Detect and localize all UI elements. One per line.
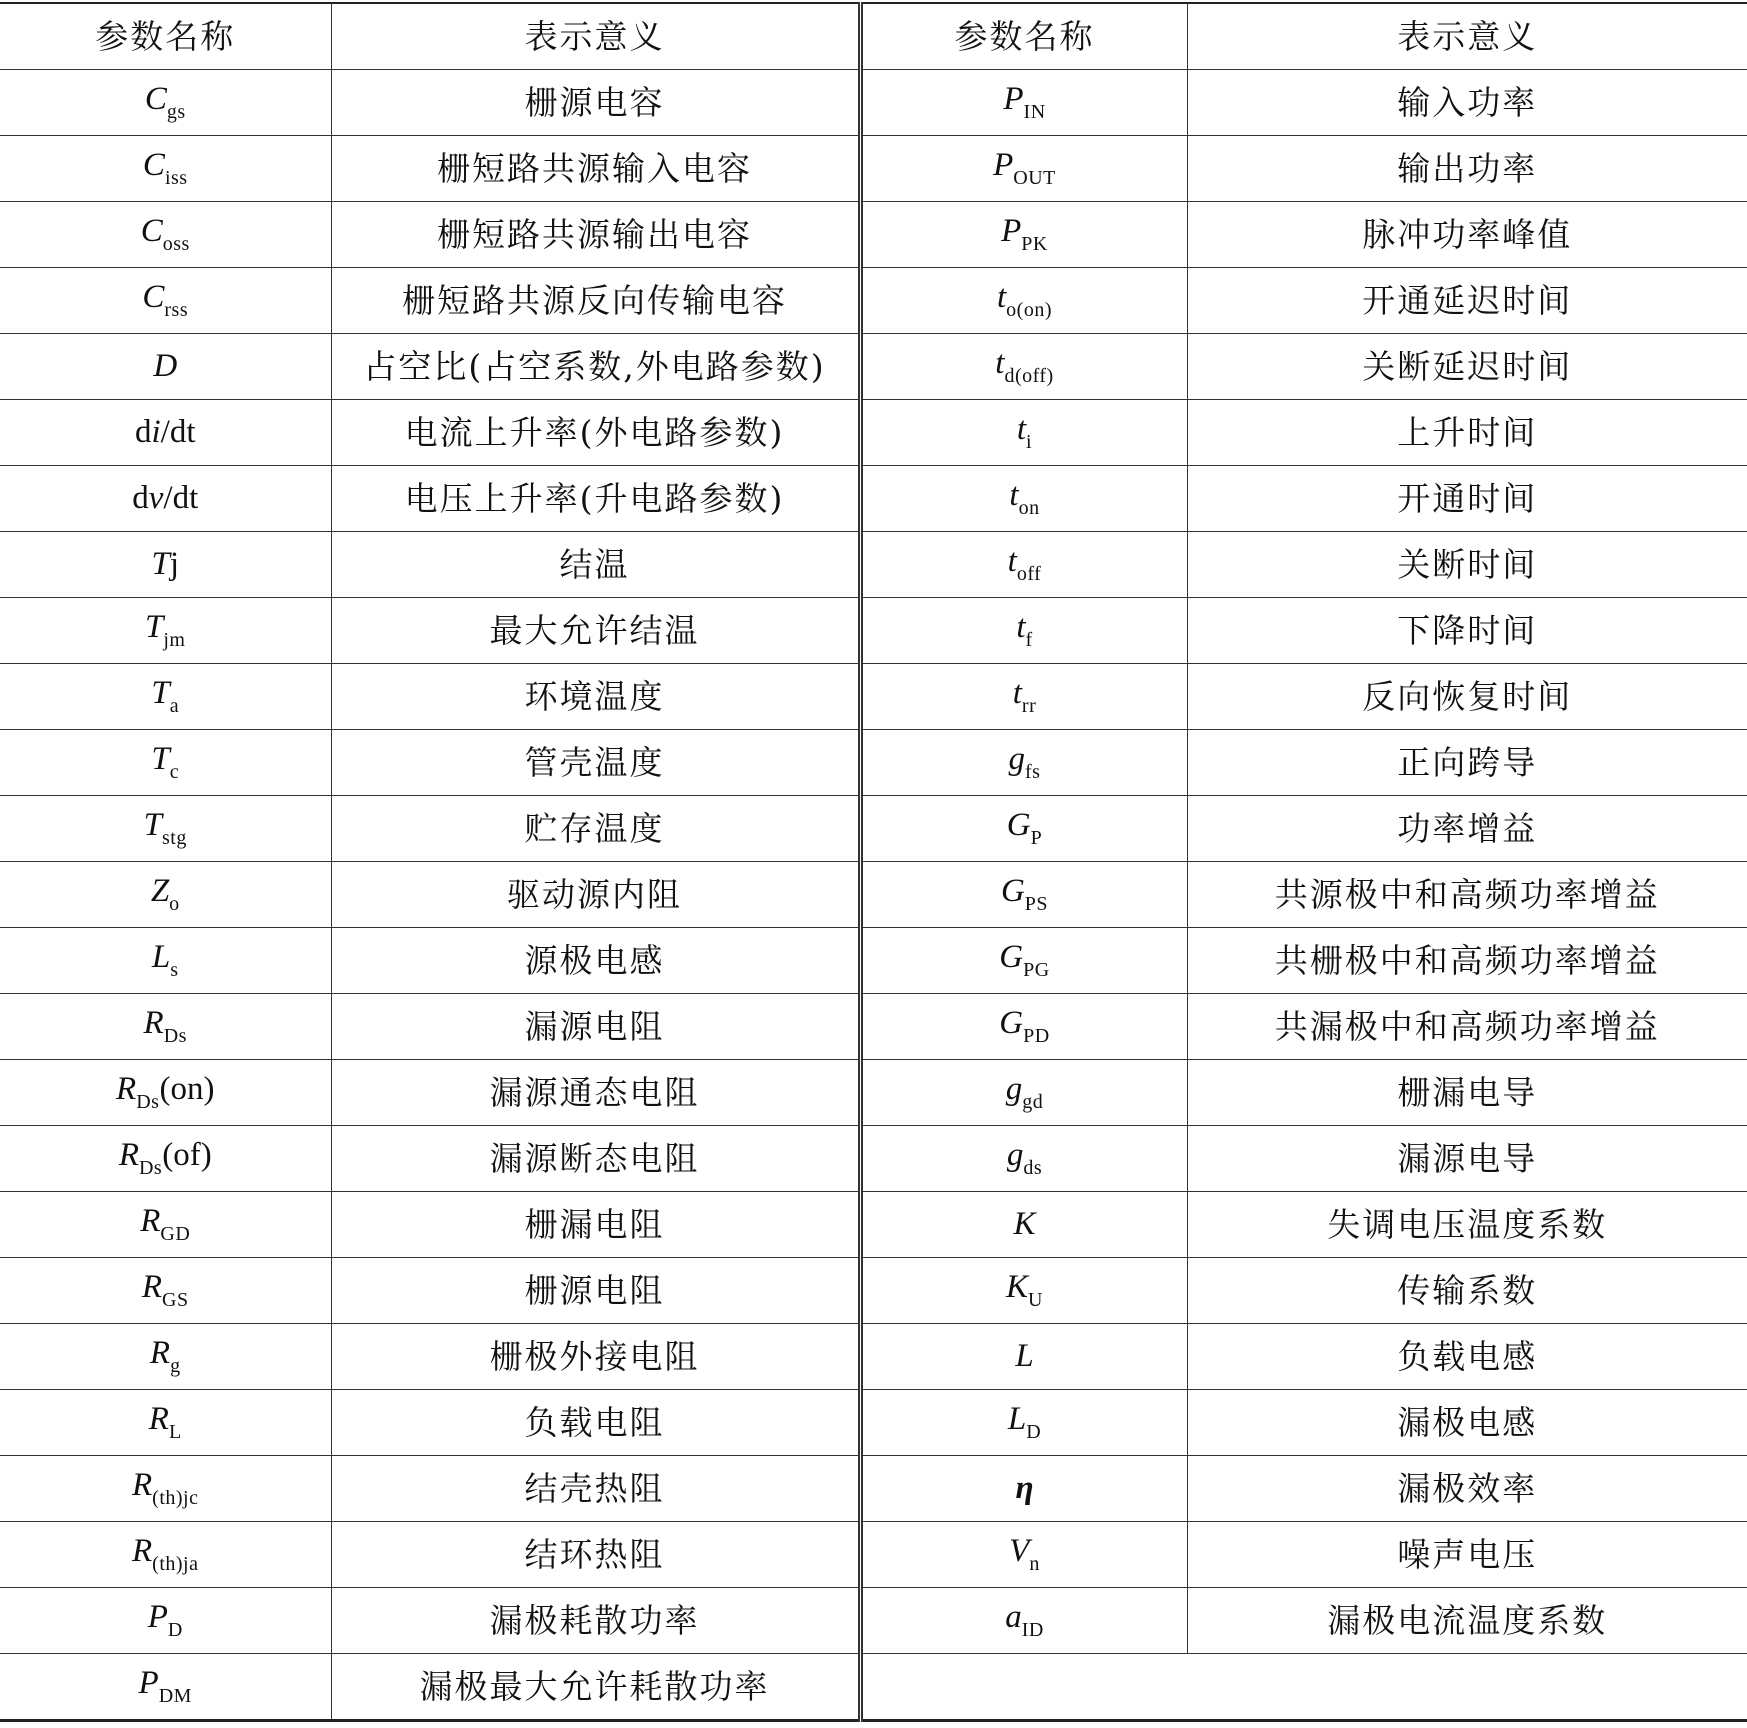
left-symbol-cell bbox=[0, 664, 331, 730]
symbol-subscript: oss bbox=[162, 233, 190, 255]
symbol-base: R bbox=[132, 1533, 153, 1569]
symbol-base: P bbox=[1001, 213, 1022, 249]
left-symbol-cell bbox=[0, 70, 331, 136]
symbol-base: R bbox=[140, 1203, 161, 1239]
left-symbol-cell bbox=[0, 1192, 331, 1258]
left-meaning-cell: 栅极外接电阻 bbox=[331, 1324, 860, 1390]
left-meaning-cell: 栅短路共源输出电容 bbox=[331, 202, 860, 268]
symbol-base: T bbox=[143, 807, 162, 843]
left-meaning-cell: 漏源电阻 bbox=[331, 994, 860, 1060]
symbol-base: g bbox=[1008, 741, 1026, 777]
left-symbol-cell bbox=[0, 994, 331, 1060]
left-symbol-cell bbox=[0, 268, 331, 334]
header-right-symbol: 参数名称 bbox=[860, 3, 1187, 70]
left-meaning-cell: 栅源电容 bbox=[331, 70, 860, 136]
right-meaning-cell: 共栅极中和高频功率增益 bbox=[1187, 928, 1747, 994]
table-row bbox=[0, 1390, 1747, 1456]
symbol-base: R bbox=[148, 1401, 169, 1437]
symbol-base: di/dt bbox=[134, 414, 196, 450]
symbol-subscript: D bbox=[167, 1619, 183, 1641]
symbol-base: C bbox=[142, 147, 165, 183]
symbol-subscript: PD bbox=[1023, 1025, 1050, 1047]
table-row bbox=[0, 334, 1747, 400]
symbol-subscript: jm bbox=[163, 629, 186, 651]
symbol-base: K bbox=[1013, 1206, 1036, 1242]
left-symbol-cell bbox=[0, 1456, 331, 1522]
right-symbol-cell bbox=[860, 1522, 1187, 1588]
right-meaning-cell: 共源极中和高频功率增益 bbox=[1187, 862, 1747, 928]
symbol-subscript: ID bbox=[1021, 1619, 1044, 1641]
header-right-meaning: 表示意义 bbox=[1187, 3, 1747, 70]
left-meaning-cell: 漏极最大允许耗散功率 bbox=[331, 1654, 860, 1721]
symbol-base: V bbox=[1009, 1533, 1030, 1569]
symbol-base: R bbox=[116, 1071, 137, 1107]
symbol-subscript: P bbox=[1030, 827, 1043, 849]
left-symbol-cell bbox=[0, 1060, 331, 1126]
right-symbol-cell bbox=[860, 994, 1187, 1060]
symbol-base: R bbox=[141, 1269, 163, 1305]
right-meaning-cell: 负载电感 bbox=[1187, 1324, 1747, 1390]
symbol-subscript: d(off) bbox=[1004, 365, 1054, 387]
right-symbol-cell bbox=[860, 202, 1187, 268]
table-row bbox=[0, 268, 1747, 334]
left-symbol-cell bbox=[0, 1258, 331, 1324]
table-row bbox=[0, 136, 1747, 202]
left-symbol-cell bbox=[0, 1588, 331, 1654]
right-meaning-cell: 共漏极中和高频功率增益 bbox=[1187, 994, 1747, 1060]
symbol-subscript: OUT bbox=[1013, 167, 1056, 189]
right-meaning-cell: 正向跨导 bbox=[1187, 730, 1747, 796]
symbol-base: L bbox=[1015, 1338, 1034, 1374]
symbol-base: C bbox=[142, 279, 165, 315]
symbol-subscript: i bbox=[1026, 431, 1033, 453]
right-meaning-cell: 功率增益 bbox=[1187, 796, 1747, 862]
left-symbol-cell bbox=[0, 532, 331, 598]
right-symbol-cell bbox=[860, 1060, 1187, 1126]
right-symbol-cell bbox=[860, 598, 1187, 664]
right-symbol-cell bbox=[860, 862, 1187, 928]
right-meaning-cell: 漏极电流温度系数 bbox=[1187, 1588, 1747, 1654]
right-symbol-cell bbox=[860, 1126, 1187, 1192]
left-meaning-cell: 负载电阻 bbox=[331, 1390, 860, 1456]
symbol-base: g bbox=[1006, 1137, 1024, 1173]
symbol-subscript: GD bbox=[160, 1223, 191, 1245]
left-meaning-cell: 贮存温度 bbox=[331, 796, 860, 862]
table-row bbox=[0, 70, 1747, 136]
symbol-base: T bbox=[151, 741, 170, 777]
table-row bbox=[0, 1192, 1747, 1258]
symbol-subscript: IN bbox=[1023, 101, 1046, 123]
right-meaning-cell: 上升时间 bbox=[1187, 400, 1747, 466]
right-symbol-cell bbox=[860, 664, 1187, 730]
symbol-subscript: iss bbox=[164, 167, 188, 189]
symbol-base: G bbox=[1000, 873, 1025, 909]
right-meaning-cell: 开通延迟时间 bbox=[1187, 268, 1747, 334]
symbol-subscript: ds bbox=[1023, 1157, 1043, 1179]
symbol-base: P bbox=[147, 1599, 168, 1635]
symbol-subscript: f bbox=[1025, 629, 1033, 651]
table-row bbox=[0, 862, 1747, 928]
right-symbol-cell bbox=[860, 136, 1187, 202]
right-meaning-cell: 漏极效率 bbox=[1187, 1456, 1747, 1522]
symbol-subscript: (th)ja bbox=[152, 1553, 199, 1575]
symbol-base: g bbox=[1005, 1071, 1023, 1107]
left-meaning-cell: 结温 bbox=[331, 532, 860, 598]
symbol-subscript: n bbox=[1029, 1553, 1040, 1575]
right-meaning-cell: 漏源电导 bbox=[1187, 1126, 1747, 1192]
symbol-subscript: off bbox=[1016, 563, 1042, 585]
symbol-base: C bbox=[140, 213, 163, 249]
left-meaning-cell: 栅短路共源输入电容 bbox=[331, 136, 860, 202]
symbol-subscript: GS bbox=[162, 1289, 189, 1311]
table-row bbox=[0, 466, 1747, 532]
symbol-base: P bbox=[1003, 81, 1024, 117]
left-meaning-cell: 漏极耗散功率 bbox=[331, 1588, 860, 1654]
symbol-base: a bbox=[1005, 1599, 1022, 1635]
right-meaning-cell: 开通时间 bbox=[1187, 466, 1747, 532]
symbol-subscript: c bbox=[169, 761, 180, 783]
table-row bbox=[0, 994, 1747, 1060]
right-meaning-cell: 下降时间 bbox=[1187, 598, 1747, 664]
table-row bbox=[0, 1522, 1747, 1588]
left-meaning-cell: 环境温度 bbox=[331, 664, 860, 730]
left-meaning-cell: 源极电感 bbox=[331, 928, 860, 994]
left-symbol-cell bbox=[0, 796, 331, 862]
table-row bbox=[0, 1258, 1747, 1324]
symbol-base: L bbox=[151, 939, 171, 975]
symbol-base: R bbox=[132, 1467, 153, 1503]
symbol-base: R bbox=[149, 1335, 171, 1371]
left-symbol-cell bbox=[0, 1522, 331, 1588]
symbol-subscript: Ds bbox=[163, 1025, 187, 1047]
symbol-subscript: Ds bbox=[136, 1091, 160, 1113]
symbol-base: L bbox=[1007, 1401, 1027, 1437]
symbol-subscript: (th)jc bbox=[152, 1487, 199, 1509]
right-meaning-cell: 输入功率 bbox=[1187, 70, 1747, 136]
symbol-base: G bbox=[999, 1005, 1024, 1041]
table-body bbox=[0, 70, 1747, 1721]
left-symbol-cell bbox=[0, 928, 331, 994]
right-meaning-cell: 漏极电感 bbox=[1187, 1390, 1747, 1456]
symbol-base: P bbox=[993, 147, 1014, 183]
left-meaning-cell: 漏源通态电阻 bbox=[331, 1060, 860, 1126]
symbol-subscript: DM bbox=[158, 1685, 192, 1707]
symbol-base: K bbox=[1006, 1269, 1029, 1305]
symbol-subscript: gd bbox=[1022, 1091, 1044, 1113]
table-row bbox=[0, 1060, 1747, 1126]
symbol-base: R bbox=[118, 1137, 139, 1173]
header-left-symbol: 参数名称 bbox=[0, 3, 331, 70]
right-meaning-cell: 栅漏电导 bbox=[1187, 1060, 1747, 1126]
table-row bbox=[0, 796, 1747, 862]
left-symbol-cell bbox=[0, 1324, 331, 1390]
left-meaning-cell: 电流上升率(外电路参数) bbox=[331, 400, 860, 466]
right-symbol-cell bbox=[860, 70, 1187, 136]
header-row bbox=[0, 3, 1747, 70]
right-symbol-cell bbox=[860, 1258, 1187, 1324]
symbol-base: t bbox=[1016, 609, 1026, 645]
right-symbol-cell bbox=[860, 796, 1187, 862]
symbol-subscript: fs bbox=[1025, 761, 1041, 783]
symbol-base: G bbox=[1006, 807, 1031, 843]
symbol-subscript: stg bbox=[162, 827, 187, 849]
left-meaning-cell: 最大允许结温 bbox=[331, 598, 860, 664]
symbol-base: t bbox=[1007, 543, 1017, 579]
left-symbol-cell bbox=[0, 1390, 331, 1456]
symbol-subscript: L bbox=[168, 1421, 182, 1443]
table-row bbox=[0, 1456, 1747, 1522]
symbol-subscript: gs bbox=[166, 101, 186, 123]
right-empty-cell bbox=[860, 1654, 1747, 1721]
right-symbol-cell bbox=[860, 928, 1187, 994]
symbol-subscript: D bbox=[1026, 1421, 1042, 1443]
symbol-base: T bbox=[151, 675, 170, 711]
right-meaning-cell: 脉冲功率峰值 bbox=[1187, 202, 1747, 268]
left-symbol-cell bbox=[0, 862, 331, 928]
right-meaning-cell: 关断时间 bbox=[1187, 532, 1747, 598]
symbol-base: t bbox=[997, 279, 1007, 315]
symbol-base: η bbox=[1015, 1470, 1034, 1506]
symbol-subscript: PK bbox=[1021, 233, 1048, 255]
symbol-subscript: U bbox=[1028, 1289, 1043, 1311]
symbol-suffix: (of) bbox=[162, 1137, 212, 1173]
left-meaning-cell: 驱动源内阻 bbox=[331, 862, 860, 928]
table-row bbox=[0, 532, 1747, 598]
left-meaning-cell: 栅短路共源反向传输电容 bbox=[331, 268, 860, 334]
symbol-base: G bbox=[999, 939, 1024, 975]
symbol-base: R bbox=[143, 1005, 164, 1041]
right-symbol-cell bbox=[860, 1588, 1187, 1654]
left-meaning-cell: 结环热阻 bbox=[331, 1522, 860, 1588]
right-symbol-cell bbox=[860, 268, 1187, 334]
right-meaning-cell: 输出功率 bbox=[1187, 136, 1747, 202]
right-meaning-cell: 关断延迟时间 bbox=[1187, 334, 1747, 400]
left-symbol-cell bbox=[0, 1126, 331, 1192]
symbol-base: D bbox=[153, 348, 178, 384]
symbol-subscript: o(on) bbox=[1006, 299, 1052, 321]
symbol-base: Z bbox=[150, 873, 170, 909]
symbol-subscript: Ds bbox=[138, 1157, 163, 1179]
symbol-subscript: PS bbox=[1024, 893, 1049, 915]
left-meaning-cell: 占空比(占空系数,外电路参数) bbox=[331, 334, 860, 400]
table-row bbox=[0, 928, 1747, 994]
header-left-meaning: 表示意义 bbox=[331, 3, 860, 70]
right-symbol-cell bbox=[860, 1324, 1187, 1390]
right-symbol-cell bbox=[860, 1456, 1187, 1522]
right-symbol-cell bbox=[860, 730, 1187, 796]
right-meaning-cell: 失调电压温度系数 bbox=[1187, 1192, 1747, 1258]
left-symbol-cell bbox=[0, 1654, 331, 1721]
symbol-suffix: (on) bbox=[159, 1071, 215, 1107]
symbol-base: t bbox=[995, 345, 1005, 381]
symbol-subscript: on bbox=[1018, 497, 1040, 519]
right-symbol-cell bbox=[860, 400, 1187, 466]
symbol-base: T bbox=[145, 609, 164, 645]
symbol-base: P bbox=[138, 1665, 159, 1701]
table-row bbox=[0, 1588, 1747, 1654]
left-symbol-cell bbox=[0, 466, 331, 532]
symbol-base: t bbox=[1012, 675, 1022, 711]
right-symbol-cell bbox=[860, 1192, 1187, 1258]
table-row bbox=[0, 1324, 1747, 1390]
left-symbol-cell bbox=[0, 334, 331, 400]
right-symbol-cell bbox=[860, 466, 1187, 532]
table-row bbox=[0, 730, 1747, 796]
table-row bbox=[0, 1654, 1747, 1721]
table-row bbox=[0, 202, 1747, 268]
left-meaning-cell: 电压上升率(升电路参数) bbox=[331, 466, 860, 532]
left-meaning-cell: 漏源断态电阻 bbox=[331, 1126, 860, 1192]
symbol-subscript: PG bbox=[1023, 959, 1050, 981]
symbol-base: C bbox=[144, 81, 167, 117]
right-meaning-cell: 反向恢复时间 bbox=[1187, 664, 1747, 730]
left-meaning-cell: 栅源电阻 bbox=[331, 1258, 860, 1324]
right-meaning-cell: 传输系数 bbox=[1187, 1258, 1747, 1324]
parameter-table bbox=[0, 2, 1747, 1722]
left-meaning-cell: 栅漏电阻 bbox=[331, 1192, 860, 1258]
right-symbol-cell bbox=[860, 334, 1187, 400]
symbol-subscript: rr bbox=[1021, 695, 1037, 717]
left-meaning-cell: 结壳热阻 bbox=[331, 1456, 860, 1522]
left-symbol-cell bbox=[0, 730, 331, 796]
symbol-subscript: s bbox=[170, 959, 179, 981]
left-symbol-cell bbox=[0, 136, 331, 202]
left-meaning-cell: 管壳温度 bbox=[331, 730, 860, 796]
left-symbol-cell bbox=[0, 598, 331, 664]
symbol-subscript: o bbox=[169, 893, 180, 915]
table-row bbox=[0, 598, 1747, 664]
symbol-subscript: rss bbox=[164, 299, 189, 321]
symbol-subscript: a bbox=[169, 695, 180, 717]
symbol-base: dv/dt bbox=[132, 480, 199, 516]
symbol-base: Tj bbox=[151, 546, 180, 582]
symbol-base: t bbox=[1009, 477, 1019, 513]
left-symbol-cell bbox=[0, 400, 331, 466]
right-symbol-cell bbox=[860, 532, 1187, 598]
table-row bbox=[0, 664, 1747, 730]
table-row bbox=[0, 400, 1747, 466]
right-meaning-cell: 噪声电压 bbox=[1187, 1522, 1747, 1588]
left-symbol-cell bbox=[0, 202, 331, 268]
symbol-subscript: g bbox=[170, 1355, 181, 1377]
symbol-base: t bbox=[1016, 411, 1027, 447]
table-row bbox=[0, 1126, 1747, 1192]
right-symbol-cell bbox=[860, 1390, 1187, 1456]
